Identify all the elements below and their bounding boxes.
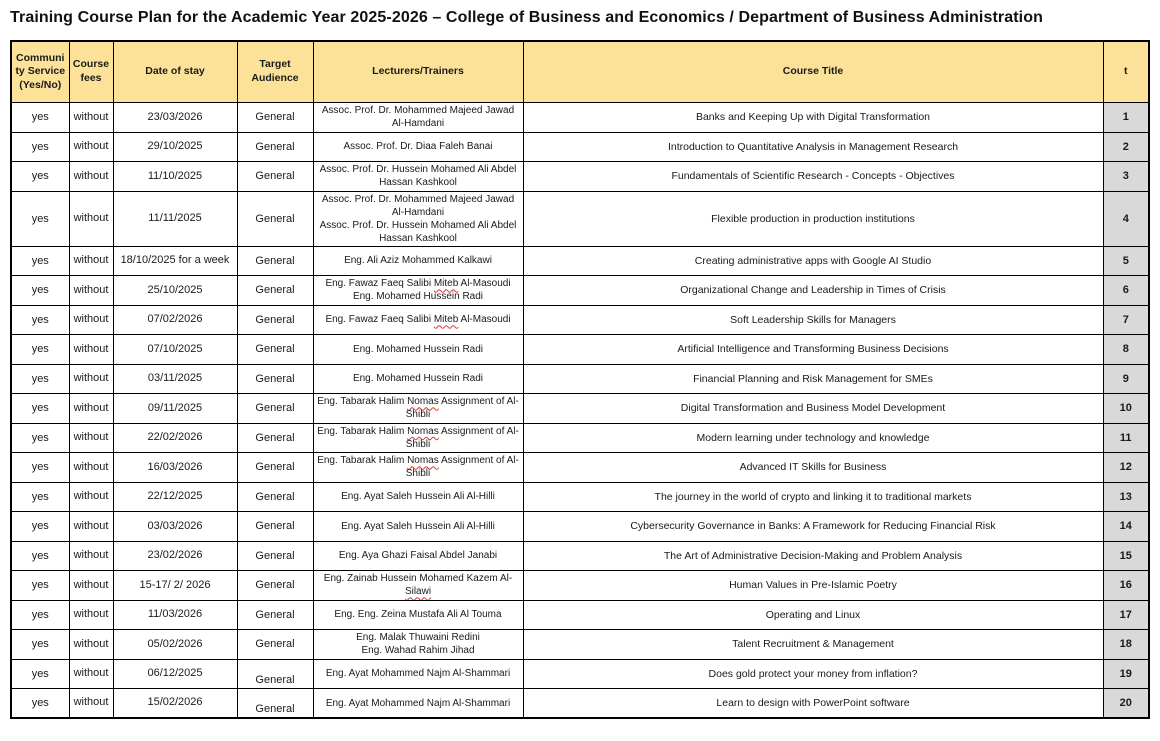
course-fees-cell: without bbox=[69, 423, 113, 453]
target-audience-cell: General bbox=[237, 571, 313, 601]
community-service-cell: yes bbox=[11, 482, 69, 512]
target-audience-cell: General bbox=[237, 453, 313, 483]
community-service-cell: yes bbox=[11, 689, 69, 719]
header-community-service: Community Service (Yes/No) bbox=[11, 41, 69, 103]
course-fees-cell: without bbox=[69, 162, 113, 192]
table-row bbox=[11, 276, 1149, 306]
target-audience-cell: General bbox=[237, 512, 313, 542]
table-row bbox=[11, 630, 1149, 660]
table-row bbox=[11, 132, 1149, 162]
header-date-of-stay: Date of stay bbox=[113, 41, 237, 103]
page-title: Training Course Plan for the Academic Year 2025-2026 – College of Business and Economics / Department of Business Administration bbox=[10, 9, 1043, 26]
course-title-cell: Soft Leadership Skills for Managers bbox=[523, 305, 1103, 335]
date-of-stay-cell: 18/10/2025 for a week bbox=[113, 246, 237, 276]
course-title-cell: Learn to design with PowerPoint software bbox=[523, 689, 1103, 719]
lecturers-cell: Eng. Mohamed Hussein Radi bbox=[313, 335, 523, 365]
header-course-title: Course Title bbox=[523, 41, 1103, 103]
table-row bbox=[11, 659, 1149, 689]
course-title-cell: Talent Recruitment & Management bbox=[523, 630, 1103, 660]
date-of-stay-cell: 29/10/2025 bbox=[113, 132, 237, 162]
target-audience-cell: General bbox=[237, 659, 313, 689]
course-fees-cell: without bbox=[69, 305, 113, 335]
community-service-cell: yes bbox=[11, 276, 69, 306]
lecturers-cell: Eng. Ayat Mohammed Najm Al-Shammari bbox=[313, 659, 523, 689]
header-row-number: t bbox=[1103, 41, 1149, 103]
row-number-cell: 1 bbox=[1103, 103, 1149, 133]
lecturers-cell: Eng. Ayat Mohammed Najm Al-Shammari bbox=[313, 689, 523, 719]
table-row bbox=[11, 364, 1149, 394]
header-lecturers-trainers: Lecturers/Trainers bbox=[313, 41, 523, 103]
course-fees-cell: without bbox=[69, 394, 113, 424]
row-number-cell: 11 bbox=[1103, 423, 1149, 453]
row-number-cell: 10 bbox=[1103, 394, 1149, 424]
lecturers-cell: Eng. Eng. Zeina Mustafa Ali Al Touma bbox=[313, 600, 523, 630]
course-title-cell: Digital Transformation and Business Model Development bbox=[523, 394, 1103, 424]
date-of-stay-cell: 11/03/2026 bbox=[113, 600, 237, 630]
row-number-cell: 2 bbox=[1103, 132, 1149, 162]
table-header-row bbox=[11, 41, 1149, 103]
target-audience-cell: General bbox=[237, 276, 313, 306]
table-row bbox=[11, 482, 1149, 512]
community-service-cell: yes bbox=[11, 191, 69, 246]
course-fees-cell: without bbox=[69, 600, 113, 630]
course-title-cell: Fundamentals of Scientific Research - Concepts - Objectives bbox=[523, 162, 1103, 192]
table-row bbox=[11, 689, 1149, 719]
lecturers-cell: Eng. Ayat Saleh Hussein Ali Al-Hilli bbox=[313, 482, 523, 512]
course-fees-cell: without bbox=[69, 191, 113, 246]
community-service-cell: yes bbox=[11, 512, 69, 542]
lecturers-cell: Eng. Malak Thuwaini Redini Eng. Wahad Rahim Jihad bbox=[313, 630, 523, 660]
lecturers-cell: Eng. Fawaz Faeq Salibi Miteb Al-Masoudi bbox=[313, 305, 523, 335]
date-of-stay-cell: 11/11/2025 bbox=[113, 191, 237, 246]
community-service-cell: yes bbox=[11, 246, 69, 276]
course-title-cell: The Art of Administrative Decision-Making and Problem Analysis bbox=[523, 541, 1103, 571]
table-row bbox=[11, 541, 1149, 571]
row-number-cell: 18 bbox=[1103, 630, 1149, 660]
target-audience-cell: General bbox=[237, 364, 313, 394]
row-number-cell: 12 bbox=[1103, 453, 1149, 483]
table-row bbox=[11, 571, 1149, 601]
row-number-cell: 7 bbox=[1103, 305, 1149, 335]
course-title-cell: The journey in the world of crypto and linking it to traditional markets bbox=[523, 482, 1103, 512]
date-of-stay-cell: 23/02/2026 bbox=[113, 541, 237, 571]
row-number-cell: 3 bbox=[1103, 162, 1149, 192]
target-audience-cell: General bbox=[237, 162, 313, 192]
course-fees-cell: without bbox=[69, 335, 113, 365]
table-row bbox=[11, 512, 1149, 542]
training-course-table bbox=[10, 40, 1150, 719]
course-fees-cell: without bbox=[69, 482, 113, 512]
course-fees-cell: without bbox=[69, 132, 113, 162]
lecturers-cell: Assoc. Prof. Dr. Mohammed Majeed Jawad Al-Hamdani bbox=[313, 103, 523, 133]
date-of-stay-cell: 05/02/2026 bbox=[113, 630, 237, 660]
target-audience-cell: General bbox=[237, 689, 313, 719]
table-row bbox=[11, 305, 1149, 335]
course-fees-cell: without bbox=[69, 364, 113, 394]
table-row bbox=[11, 453, 1149, 483]
community-service-cell: yes bbox=[11, 600, 69, 630]
course-title-cell: Cybersecurity Governance in Banks: A Framework for Reducing Financial Risk bbox=[523, 512, 1103, 542]
lecturers-cell: Eng. Ayat Saleh Hussein Ali Al-Hilli bbox=[313, 512, 523, 542]
course-title-cell: Banks and Keeping Up with Digital Transformation bbox=[523, 103, 1103, 133]
row-number-cell: 19 bbox=[1103, 659, 1149, 689]
row-number-cell: 17 bbox=[1103, 600, 1149, 630]
date-of-stay-cell: 23/03/2026 bbox=[113, 103, 237, 133]
row-number-cell: 13 bbox=[1103, 482, 1149, 512]
target-audience-cell: General bbox=[237, 335, 313, 365]
row-number-cell: 9 bbox=[1103, 364, 1149, 394]
lecturers-cell: Eng. Aya Ghazi Faisal Abdel Janabi bbox=[313, 541, 523, 571]
course-title-cell: Human Values in Pre-Islamic Poetry bbox=[523, 571, 1103, 601]
table-row bbox=[11, 600, 1149, 630]
target-audience-cell: General bbox=[237, 103, 313, 133]
date-of-stay-cell: 22/12/2025 bbox=[113, 482, 237, 512]
community-service-cell: yes bbox=[11, 394, 69, 424]
date-of-stay-cell: 07/10/2025 bbox=[113, 335, 237, 365]
date-of-stay-cell: 09/11/2025 bbox=[113, 394, 237, 424]
community-service-cell: yes bbox=[11, 630, 69, 660]
community-service-cell: yes bbox=[11, 364, 69, 394]
date-of-stay-cell: 25/10/2025 bbox=[113, 276, 237, 306]
row-number-cell: 15 bbox=[1103, 541, 1149, 571]
target-audience-cell: General bbox=[237, 394, 313, 424]
course-title-cell: Creating administrative apps with Google AI Studio bbox=[523, 246, 1103, 276]
target-audience-cell: General bbox=[237, 482, 313, 512]
community-service-cell: yes bbox=[11, 335, 69, 365]
date-of-stay-cell: 22/02/2026 bbox=[113, 423, 237, 453]
course-fees-cell: without bbox=[69, 246, 113, 276]
lecturers-cell: Eng. Tabarak Halim Nomas Assignment of Al-Shibli bbox=[313, 423, 523, 453]
date-of-stay-cell: 06/12/2025 bbox=[113, 659, 237, 689]
course-title-cell: Does gold protect your money from inflation? bbox=[523, 659, 1103, 689]
course-fees-cell: without bbox=[69, 276, 113, 306]
community-service-cell: yes bbox=[11, 162, 69, 192]
date-of-stay-cell: 15/02/2026 bbox=[113, 689, 237, 719]
lecturers-cell: Assoc. Prof. Dr. Diaa Faleh Banai bbox=[313, 132, 523, 162]
course-title-cell: Advanced IT Skills for Business bbox=[523, 453, 1103, 483]
lecturers-cell: Eng. Ali Aziz Mohammed Kalkawi bbox=[313, 246, 523, 276]
table-row bbox=[11, 191, 1149, 246]
row-number-cell: 6 bbox=[1103, 276, 1149, 306]
target-audience-cell: General bbox=[237, 132, 313, 162]
lecturers-cell: Eng. Mohamed Hussein Radi bbox=[313, 364, 523, 394]
course-title-cell: Artificial Intelligence and Transforming Business Decisions bbox=[523, 335, 1103, 365]
course-title-cell: Introduction to Quantitative Analysis in Management Research bbox=[523, 132, 1103, 162]
course-title-cell: Operating and Linux bbox=[523, 600, 1103, 630]
table-row bbox=[11, 103, 1149, 133]
date-of-stay-cell: 15-17/ 2/ 2026 bbox=[113, 571, 237, 601]
course-title-cell: Modern learning under technology and knowledge bbox=[523, 423, 1103, 453]
course-fees-cell: without bbox=[69, 659, 113, 689]
community-service-cell: yes bbox=[11, 103, 69, 133]
target-audience-cell: General bbox=[237, 191, 313, 246]
course-table-body bbox=[11, 103, 1149, 719]
target-audience-cell: General bbox=[237, 423, 313, 453]
community-service-cell: yes bbox=[11, 541, 69, 571]
target-audience-cell: General bbox=[237, 246, 313, 276]
lecturers-cell: Eng. Tabarak Halim Nomas Assignment of Al-Shibli bbox=[313, 453, 523, 483]
course-fees-cell: without bbox=[69, 541, 113, 571]
lecturers-cell: Eng. Tabarak Halim Nomas Assignment of Al-Shibli bbox=[313, 394, 523, 424]
community-service-cell: yes bbox=[11, 453, 69, 483]
course-fees-cell: without bbox=[69, 630, 113, 660]
lecturers-cell: Eng. Fawaz Faeq Salibi Miteb Al-Masoudi Eng. Mohamed Hussein Radi bbox=[313, 276, 523, 306]
target-audience-cell: General bbox=[237, 305, 313, 335]
date-of-stay-cell: 03/11/2025 bbox=[113, 364, 237, 394]
row-number-cell: 5 bbox=[1103, 246, 1149, 276]
community-service-cell: yes bbox=[11, 423, 69, 453]
community-service-cell: yes bbox=[11, 132, 69, 162]
course-title-cell: Financial Planning and Risk Management for SMEs bbox=[523, 364, 1103, 394]
target-audience-cell: General bbox=[237, 630, 313, 660]
table-row bbox=[11, 394, 1149, 424]
course-title-cell: Flexible production in production institutions bbox=[523, 191, 1103, 246]
date-of-stay-cell: 11/10/2025 bbox=[113, 162, 237, 192]
date-of-stay-cell: 07/02/2026 bbox=[113, 305, 237, 335]
date-of-stay-cell: 16/03/2026 bbox=[113, 453, 237, 483]
lecturers-cell: Eng. Zainab Hussein Mohamed Kazem Al-Silawi bbox=[313, 571, 523, 601]
row-number-cell: 8 bbox=[1103, 335, 1149, 365]
header-target-audience: Target Audience bbox=[237, 41, 313, 103]
row-number-cell: 20 bbox=[1103, 689, 1149, 719]
row-number-cell: 14 bbox=[1103, 512, 1149, 542]
course-title-cell: Organizational Change and Leadership in Times of Crisis bbox=[523, 276, 1103, 306]
community-service-cell: yes bbox=[11, 571, 69, 601]
target-audience-cell: General bbox=[237, 541, 313, 571]
course-fees-cell: without bbox=[69, 512, 113, 542]
row-number-cell: 4 bbox=[1103, 191, 1149, 246]
table-row bbox=[11, 162, 1149, 192]
community-service-cell: yes bbox=[11, 659, 69, 689]
lecturers-cell: Assoc. Prof. Dr. Mohammed Majeed Jawad Al-Hamdani Assoc. Prof. Dr. Hussein Mohamed Ali Abdel Hassan Kashkool bbox=[313, 191, 523, 246]
course-fees-cell: without bbox=[69, 689, 113, 719]
course-fees-cell: without bbox=[69, 103, 113, 133]
table-row bbox=[11, 335, 1149, 365]
lecturers-cell: Assoc. Prof. Dr. Hussein Mohamed Ali Abdel Hassan Kashkool bbox=[313, 162, 523, 192]
course-fees-cell: without bbox=[69, 453, 113, 483]
date-of-stay-cell: 03/03/2026 bbox=[113, 512, 237, 542]
community-service-cell: yes bbox=[11, 305, 69, 335]
table-row bbox=[11, 423, 1149, 453]
course-fees-cell: without bbox=[69, 571, 113, 601]
header-course-fees: Course fees bbox=[69, 41, 113, 103]
target-audience-cell: General bbox=[237, 600, 313, 630]
row-number-cell: 16 bbox=[1103, 571, 1149, 601]
table-row bbox=[11, 246, 1149, 276]
